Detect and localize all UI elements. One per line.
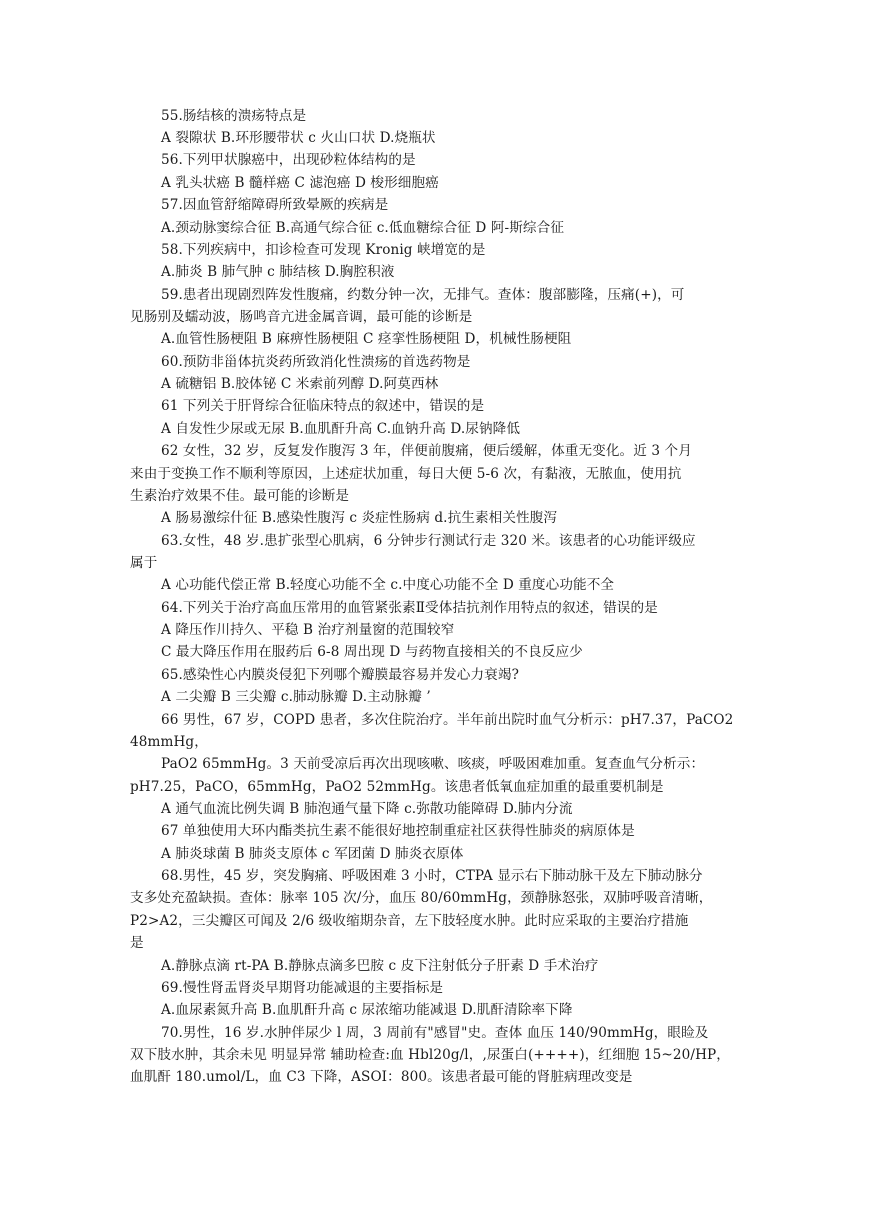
question-64-options-line2: C 最大降压作用在服药后 6-8 周出现 D 与药物直接相关的不良反应少	[161, 644, 583, 660]
question-64-stem: 64.下列关于治疗高血压常用的血管紧张素Ⅱ受体拮抗剂作用特点的叙述，错误的是	[161, 600, 658, 616]
question-68-stem-line2: 支多处充盈缺损。查体：脉率 105 次/分，血压 80/60mmHg，颈静脉怒张，双肺呼吸音清晰，	[130, 890, 713, 906]
question-58-stem: 58.下列疾病中，扣诊检查可发现 Kronig 峡增宽的是	[161, 242, 486, 258]
question-61-stem: 61 下列关于肝肾综合征临床特点的叙述中，错误的是	[161, 398, 485, 414]
question-69-options: A.血尿素氮升高 B.血肌酐升高 c 尿浓缩功能减退 D.肌酐清除率下降	[161, 1002, 573, 1018]
question-59-stem-line2: 见肠别及蠕动波，肠鸣音亢进金属音调，最可能的诊断是	[130, 309, 473, 325]
question-66-stem-line2: 48mmHg，	[130, 734, 208, 750]
question-67-stem: 67 单独使用大环内酯类抗生素不能很好地控制重症社区获得性肺炎的病原体是	[161, 823, 635, 839]
question-63-stem-line2: 属于	[130, 555, 158, 571]
question-55-stem: 55.肠结核的溃疡特点是	[161, 108, 307, 124]
question-68-stem-line1: 68.男性，45 岁，突发胸痛、呼吸困难 3 小时，CTPA 显示右下肺动脉干及左下肺动脉分	[161, 868, 703, 884]
question-65-stem: 65.感染性心内膜炎侵犯下列哪个瓣膜最容易并发心力衰竭?	[161, 667, 519, 683]
question-56-options: A 乳头状癌 B 髓样癌 C 滤泡癌 D 梭形细胞癌	[161, 175, 439, 191]
question-70-stem-line3: 血肌酐 180.umol/L，血 C3 下降，ASOI：800。该患者最可能的肾脏病理改变是	[130, 1069, 633, 1085]
question-56-stem: 56.下列甲状腺癌中，出现砂粒体结构的是	[161, 152, 416, 168]
question-57-options: A.颈动脉窦综合征 B.高通气综合征 c.低血糖综合征 D 阿-斯综合征	[161, 220, 565, 236]
question-59-stem-line1: 59.患者出现剧烈阵发性腹痛，约数分钟一次，无排气。查体：腹部膨隆，压痛(+)，可	[161, 287, 685, 303]
question-65-options: A 二尖瓣 B 三尖瓣 c.肺动脉瓣 D.主动脉瓣 ’	[161, 689, 431, 705]
question-68-stem-line3: P2>A2，三尖瓣区可闻及 2/6 级收缩期杂音，左下肢轻度水肿。此时应采取的主要治疗措施	[130, 913, 689, 929]
question-62-options: A 肠易激综什征 B.感染性腹泻 c 炎症性肠病 d.抗生素相关性腹泻	[161, 510, 558, 526]
question-68-options: A.静脉点滴 rt-PA B.静脉点滴多巴胺 c 皮下注射低分子肝素 D 手术治疗	[161, 958, 599, 974]
question-62-stem-line2: 来由于变换工作不顺利等原因，上述症状加重，每日大便 5-6 次，有黏液，无脓血，使用抗	[130, 466, 682, 482]
question-69-stem: 69.慢性肾盂肾炎早期肾功能减退的主要指标是	[161, 980, 444, 996]
question-58-options: A.肺炎 B 肺气肿 c 肺结核 D.胸腔积液	[161, 264, 395, 280]
question-70-stem-line1: 70.男性，16 岁.水肿伴尿少 l 周，3 周前有"感冒"史。查体 血压 140/90mmHg，眼睑及	[161, 1025, 709, 1041]
question-61-options: A 自发性少尿或无尿 B.血肌酐升高 C.血钠升高 D.尿钠降低	[161, 421, 521, 437]
question-57-stem: 57.因血管舒缩障碍所致晕厥的疾病是	[161, 197, 389, 213]
question-55-options: A 裂隙状 B.环形腰带状 c 火山口状 D.烧瓶状	[161, 130, 436, 146]
question-70-stem-line2: 双下肢水肿，其余未见 明显异常 辅助检查:血 Hbl20g/l，,尿蛋白(++++)，红细胞 15~20/HP，	[130, 1047, 730, 1063]
question-66-stem-line4: pH7.25，PaCO，65mmHg，PaO2 52mmHg。该患者低氧血症加重的最重要机制是	[130, 779, 664, 795]
question-67-options: A 肺炎球菌 B 肺炎支原体 c 军团菌 D 肺炎衣原体	[161, 846, 464, 862]
question-66-stem-line3: PaO2 65mmHg。3 天前受凉后再次出现咳嗽、咳痰，呼吸困难加重。复查血气分析示：	[161, 756, 705, 772]
question-62-stem-line1: 62 女性，32 岁，反复发作腹泻 3 年，伴便前腹痛，便后缓解，体重无变化。近 3 个月	[161, 443, 692, 459]
question-66-stem-line1: 66 男性，67 岁，COPD 患者，多次住院治疗。半年前出院时血气分析示：pH7.37，PaCO2	[161, 712, 734, 728]
question-60-stem: 60.预防非甾体抗炎药所致消化性溃疡的首选药物是	[161, 354, 471, 370]
question-66-options: A 通气血流比例失调 B 肺泡通气量下降 c.弥散功能障碍 D.肺内分流	[161, 801, 573, 817]
question-68-stem-line4: 是	[130, 935, 144, 951]
question-60-options: A 硫糖铝 B.胶体铋 C 米索前列醇 D.阿莫西林	[161, 376, 439, 392]
question-63-options: A 心功能代偿正常 B.轻度心功能不全 c.中度心功能不全 D 重度心功能不全	[161, 577, 615, 593]
question-59-options: A.血管性肠梗阻 B 麻痹性肠梗阻 C 痉挛性肠梗阻 D，机械性肠梗阻	[161, 331, 572, 347]
question-63-stem-line1: 63.女性，48 岁.患扩张型心肌病，6 分钟步行测试行走 320 米。该患者的心功能评级应	[161, 533, 696, 549]
question-62-stem-line3: 生素治疗效果不佳。最可能的诊断是	[130, 488, 350, 504]
question-64-options-line1: A 降压作川持久、平稳 B 治疗剂量窗的范围较窄	[161, 622, 455, 638]
